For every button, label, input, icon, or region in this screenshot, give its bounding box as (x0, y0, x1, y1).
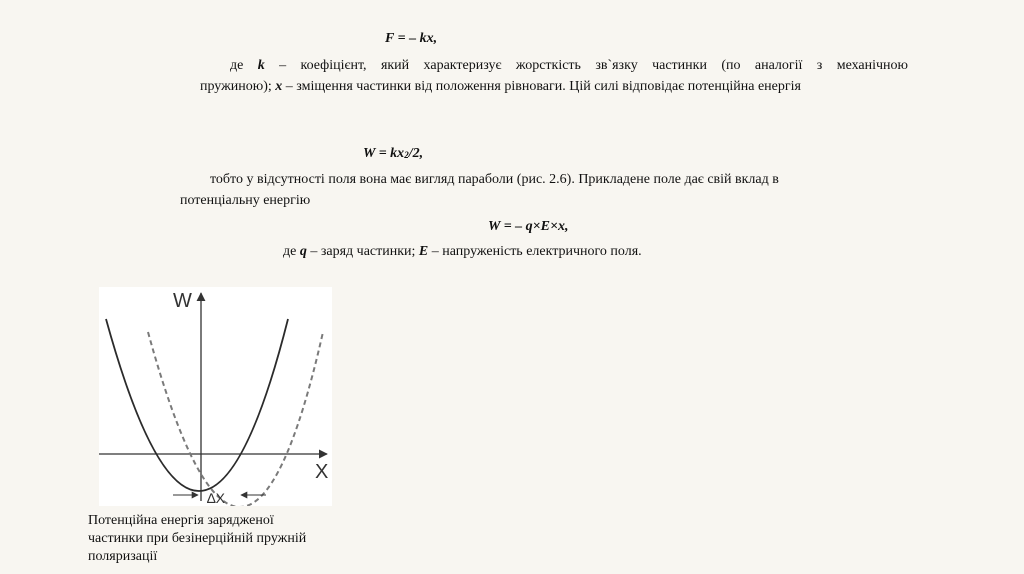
symbol-e: E (418, 244, 429, 259)
symbol-q: q (299, 244, 307, 259)
text-segment: – зміщення частинки від положення рівноваги. Цій силі відповідає потенційна енергія (282, 79, 801, 94)
paragraph-3 (283, 244, 642, 260)
symbol-k: k (257, 58, 265, 73)
text-segment: пружиною); (200, 79, 276, 94)
text-segment: де (230, 58, 258, 73)
paragraph-2-line-1: тобто у відсутності поля вона має вигляд параболи (рис. 2.6). Прикладене поле дає свій вклад в (210, 172, 779, 187)
formula-field-energy: W = – q×E×x, (488, 219, 569, 234)
parabola-dashed (148, 332, 323, 506)
x-axis-label: X (315, 461, 329, 483)
shift-label: ∆X (207, 490, 225, 506)
formula-energy-index: 2 (404, 150, 409, 160)
paragraph-1-line-1 (230, 55, 908, 77)
parabola-solid (106, 319, 288, 491)
paragraph-1-line-2 (200, 79, 801, 95)
text-segment: – напруженість електричного поля. (428, 244, 642, 259)
symbol-x: x (275, 79, 283, 94)
caption-line-2: частинки при безінерційній пружній (88, 531, 307, 546)
text-segment: – коефіцієнт, який характеризує жорсткість зв`язку частинки (по аналогії з механічною (264, 58, 909, 73)
figure-caption (88, 512, 348, 566)
text-segment: де (283, 244, 300, 259)
formula-force: F = – kx, (385, 31, 438, 46)
paragraph-2-line-2: потенціальну енергію (180, 193, 311, 208)
caption-line-3: поляризації (88, 549, 158, 564)
caption-line-1: Потенційна енергія зарядженої (88, 513, 274, 528)
formula-energy-tail: /2, (408, 146, 424, 161)
text-segment: – заряд частинки; (306, 244, 419, 259)
formula-energy-main: W = kx (363, 146, 405, 161)
potential-energy-figure (99, 287, 332, 506)
formula-energy (363, 146, 423, 162)
figure-canvas (99, 287, 332, 506)
y-axis-label: W (173, 290, 192, 312)
